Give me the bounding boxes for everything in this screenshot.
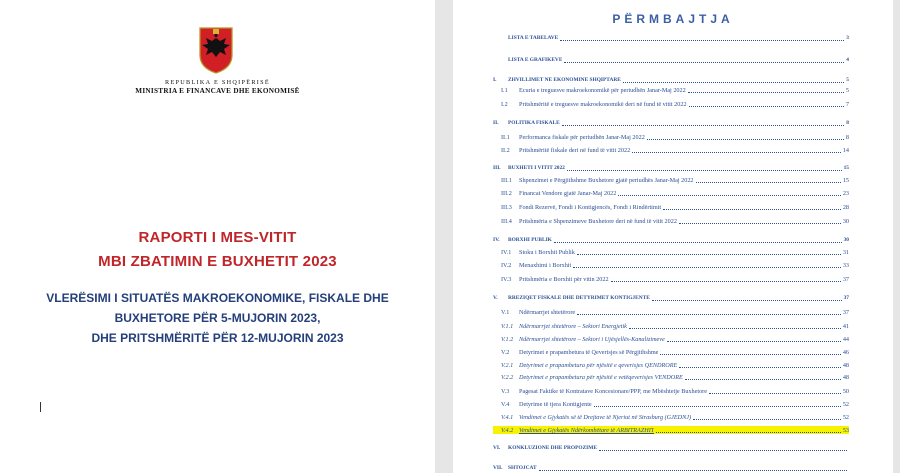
toc-entry-page: 14 — [842, 147, 849, 154]
toc-entry-title: Stoku i Borxhit Publik — [519, 249, 575, 256]
toc-dot-leader — [679, 367, 841, 368]
toc-entry-title: Ecuria e treguesve makroekonomikë për periudhën Janar-Maj 2022 — [519, 87, 686, 94]
toc-dot-leader — [554, 242, 842, 243]
cover-page — [0, 0, 435, 473]
toc-dot-leader — [577, 254, 841, 255]
toc-entry-page: 50 — [842, 388, 849, 395]
toc-entry[interactable] — [493, 387, 849, 395]
toc-entry[interactable] — [493, 133, 849, 141]
toc-dot-leader — [656, 432, 841, 433]
toc-dot-leader — [663, 209, 841, 210]
toc-entry-number: III.3 — [501, 204, 512, 211]
toc-entry-page: 30 — [842, 218, 849, 225]
toc-entry-page: 48 — [842, 374, 849, 381]
toc-entry-number: V.2.2 — [501, 374, 514, 381]
toc-entry-page: 52 — [842, 414, 849, 421]
toc-dot-leader — [629, 328, 841, 329]
toc-dot-leader — [652, 300, 842, 301]
toc-entry-title: Pritshmëria e Borxhit për vitin 2022 — [519, 276, 609, 283]
toc-entry-number: I.1 — [501, 87, 508, 94]
toc-entry-title: Detyrimet e prapambetura për njësitë e vetëqeverisjes VENDORE — [519, 374, 683, 381]
toc-entry[interactable] — [493, 308, 849, 316]
toc-dot-leader — [618, 195, 840, 196]
toc-entry[interactable] — [493, 294, 849, 302]
toc-dot-leader — [688, 92, 844, 93]
ministry-header: MINISTRIA E FINANCAVE DHE EKONOMISË — [135, 87, 300, 95]
toc-entry-title: Pritshmëritë e treguesve makroekonomikë deri në fund të vitit 2022 — [519, 101, 687, 108]
toc-entry-page: 7 — [845, 101, 849, 108]
toc-entry-page: 8 — [845, 134, 849, 141]
toc-entry-number: II.2 — [501, 147, 510, 154]
toc-entry-number: II. — [493, 120, 499, 126]
toc-entry-title: Ndërmarrjet shtetërore – Sektori i Ujësjellës-Kanalizimeve — [519, 336, 665, 343]
toc-entry-title: SHTOJCAT — [508, 465, 537, 471]
toc-entry[interactable] — [493, 400, 849, 408]
toc-entry-number: VII. — [493, 465, 503, 471]
toc-dot-leader — [562, 125, 845, 126]
toc-entry-title: Vendimet e Gjykatës Ndërkombëtare të ARBITRAZHIT — [519, 427, 655, 434]
toc-entry-page: 5 — [845, 87, 849, 94]
toc-entry-number: II.1 — [501, 134, 510, 141]
toc-entry-page: 52 — [842, 401, 849, 408]
toc-entry[interactable] — [493, 217, 849, 225]
toc-entry[interactable] — [493, 348, 849, 356]
toc-entry-page: 3 — [846, 35, 849, 41]
toc-entry-title: LISTA E GRAFIKËVE — [508, 57, 563, 63]
toc-dot-leader — [696, 182, 841, 183]
toc-dot-leader — [573, 267, 841, 268]
toc-entry-page: 44 — [842, 336, 849, 343]
toc-entry[interactable] — [493, 322, 849, 330]
toc-entry-number: V.2 — [501, 349, 510, 356]
toc-dot-leader — [611, 281, 841, 282]
toc-entry-page: 15 — [843, 165, 849, 171]
toc-entry-number: III.4 — [501, 218, 512, 225]
toc-entry[interactable] — [493, 261, 849, 269]
toc-entry[interactable] — [493, 146, 849, 154]
toc-entry[interactable] — [493, 426, 849, 434]
toc-entry-title: Detyrimet e prapambetura të Qeverisjes së Përgjithshme — [519, 349, 659, 356]
toc-entry-title: Financat Vendore gjatë Janar-Maj 2022 — [519, 190, 617, 197]
toc-entry-number: I.2 — [501, 101, 508, 108]
toc-entry-title: BUXHETI I VITIT 2022 — [508, 165, 565, 171]
toc-entry-number: V.4 — [501, 401, 510, 408]
toc-entry-title: Pritshmëria e Shpenzimeve Buxhetore deri në fund të vitit 2022 — [519, 218, 677, 225]
toc-dot-leader — [689, 106, 844, 107]
toc-dot-leader — [539, 470, 847, 471]
toc-dot-leader — [599, 450, 847, 451]
toc-entry-number: V.2.1 — [501, 362, 514, 369]
toc-entry-number: V.4.1 — [501, 414, 514, 421]
toc-entry-page: 41 — [842, 323, 849, 330]
toc-entry-page: 33 — [842, 262, 849, 269]
toc-dot-leader — [709, 393, 841, 394]
toc-dot-leader — [632, 152, 841, 153]
toc-entry-number: III.2 — [501, 190, 512, 197]
toc-entry-title: Performanca fiskale për periudhën Janar-Maj 2022 — [519, 134, 645, 141]
toc-entry-title: Detyrime të tjera Kontigjente — [519, 401, 592, 408]
toc-entry-page: 48 — [842, 362, 849, 369]
toc-entry-title: BORXHI PUBLIK — [508, 237, 552, 243]
republic-header: REPUBLIKA E SHQIPËRISË — [165, 79, 270, 86]
toc-dot-leader — [594, 406, 841, 407]
toc-entry-title: Shpenzimet e Përgjithshme Buxhetore gjatë periudhës Janar-Maj 2022 — [519, 177, 694, 184]
toc-entry[interactable] — [493, 444, 849, 452]
toc-entry-page: 37 — [842, 276, 849, 283]
albania-coat-of-arms-icon — [193, 26, 239, 74]
toc-entry-number: III.1 — [501, 177, 512, 184]
toc-entry-number: III. — [493, 165, 501, 171]
toc-dot-leader — [693, 419, 841, 420]
toc-entry[interactable] — [493, 119, 849, 127]
toc-dot-leader — [577, 314, 841, 315]
toc-entry[interactable] — [493, 164, 849, 172]
toc-entry-page: 53 — [842, 427, 849, 434]
report-subtitle-line3: DHE PRITSHMËRITË PËR 12-MUJORIN 2023 — [91, 331, 344, 345]
toc-entry-title: LISTA E TABELAVE — [508, 35, 559, 41]
toc-entry-page: 15 — [842, 177, 849, 184]
report-subtitle-line2: BUXHETORE PËR 5-MUJORIN 2023, — [114, 311, 321, 325]
toc-entry-page: 31 — [842, 249, 849, 256]
toc-entry[interactable] — [493, 413, 849, 421]
toc-entry[interactable] — [493, 56, 849, 64]
toc-dot-leader — [567, 170, 842, 171]
toc-entry-title: Ndërmarrjet shtetërore — [519, 309, 576, 316]
toc-page — [453, 0, 893, 473]
toc-entry-number: V.4.2 — [501, 427, 514, 434]
toc-entry-number: IV.2 — [501, 262, 512, 269]
toc-entry[interactable] — [493, 464, 849, 472]
toc-entry[interactable] — [493, 275, 849, 283]
toc-entry-title: Vendimet e Gjykatës së të Drejtave të Njeriut në Strasburg (GJEDNJ) — [519, 414, 692, 421]
toc-entry-number: V.1 — [501, 309, 510, 316]
toc-entry-number: V.1.1 — [501, 323, 514, 330]
toc-entry[interactable] — [493, 86, 849, 94]
toc-entry-number: V.1.2 — [501, 336, 514, 343]
toc-entry-title: RREZIQET FISKALE DHE DETYRIMET KONTIGJENTE — [508, 295, 650, 301]
toc-entry[interactable] — [493, 248, 849, 256]
toc-entry[interactable] — [493, 335, 849, 343]
toc-dot-leader — [660, 354, 840, 355]
toc-dot-leader — [647, 139, 844, 140]
toc-entry-title: Menaxhimi i Borxhit — [519, 262, 572, 269]
toc-dot-leader — [685, 379, 841, 380]
toc-entry[interactable] — [493, 373, 849, 381]
toc-dot-leader — [560, 40, 844, 41]
toc-entry-page: 23 — [842, 190, 849, 197]
toc-entry-title: POLITIKA FISKALE — [508, 120, 560, 126]
toc-entry-page: 30 — [843, 237, 849, 243]
toc-entry-number: VI. — [493, 445, 501, 451]
toc-entry-page: 46 — [842, 349, 849, 356]
toc-entry-page: 8 — [846, 120, 849, 126]
toc-entry[interactable] — [493, 34, 849, 42]
toc-entry[interactable] — [493, 203, 849, 211]
report-subtitle-line1: VLERËSIMI I SITUATËS MAKROEKONOMIKE, FISKALE DHE — [46, 291, 389, 305]
toc-entry[interactable] — [493, 189, 849, 197]
toc-entry[interactable] — [493, 76, 849, 84]
toc-entry-title: ZHVILLIMET NË EKONOMINË SHQIPTARE — [508, 77, 621, 83]
toc-entry[interactable] — [493, 100, 849, 108]
toc-entry-title: Detyrimet e prapambetura për njësitë e qeverisjes QENDRORE — [519, 362, 678, 369]
toc-dot-leader — [564, 62, 844, 63]
toc-entry-title: Pritshmëritë fiskale deri në fund të vitit 2022 — [519, 147, 631, 154]
toc-entry[interactable] — [493, 236, 849, 244]
toc-entry-page: 37 — [843, 295, 849, 301]
toc-dot-leader — [667, 341, 841, 342]
toc-entry-number: V. — [493, 295, 498, 301]
toc-entry-title: Pagesat Faktike të Kontratave Koncesionare/PPP, me Mbështetje Buxhetore — [519, 388, 707, 395]
text-cursor[interactable] — [40, 402, 41, 412]
toc-entry-page: 28 — [842, 204, 849, 211]
toc-entry-title: KONKLUZIONE DHE PROPOZIME — [508, 445, 597, 451]
toc-entry-page: 37 — [842, 309, 849, 316]
toc-heading: PËRMBAJTJA — [612, 12, 734, 26]
toc-entry-page: 5 — [846, 77, 849, 83]
toc-entry-number: V.3 — [501, 388, 510, 395]
toc-entry-number: IV. — [493, 237, 500, 243]
toc-entry[interactable] — [493, 361, 849, 369]
toc-entry-title: Fondi Rezervë, Fondi i Kontigjencës, Fondi i Rindërtimit — [519, 204, 662, 211]
report-title-line2: MBI ZBATIMIN E BUXHETIT 2023 — [98, 253, 337, 270]
toc-entry-number: IV.3 — [501, 276, 512, 283]
toc-entry-title: Ndërmarrjet shtetërore – Sektori Energjetik — [519, 323, 627, 330]
toc-entry-number: IV.1 — [501, 249, 512, 256]
toc-dot-leader — [623, 82, 844, 83]
toc-entry-page: 4 — [846, 57, 849, 63]
toc-entry[interactable] — [493, 176, 849, 184]
report-title-line1: RAPORTI I MES-VITIT — [138, 229, 297, 246]
toc-dot-leader — [679, 223, 841, 224]
toc-entry-number: I. — [493, 77, 497, 83]
